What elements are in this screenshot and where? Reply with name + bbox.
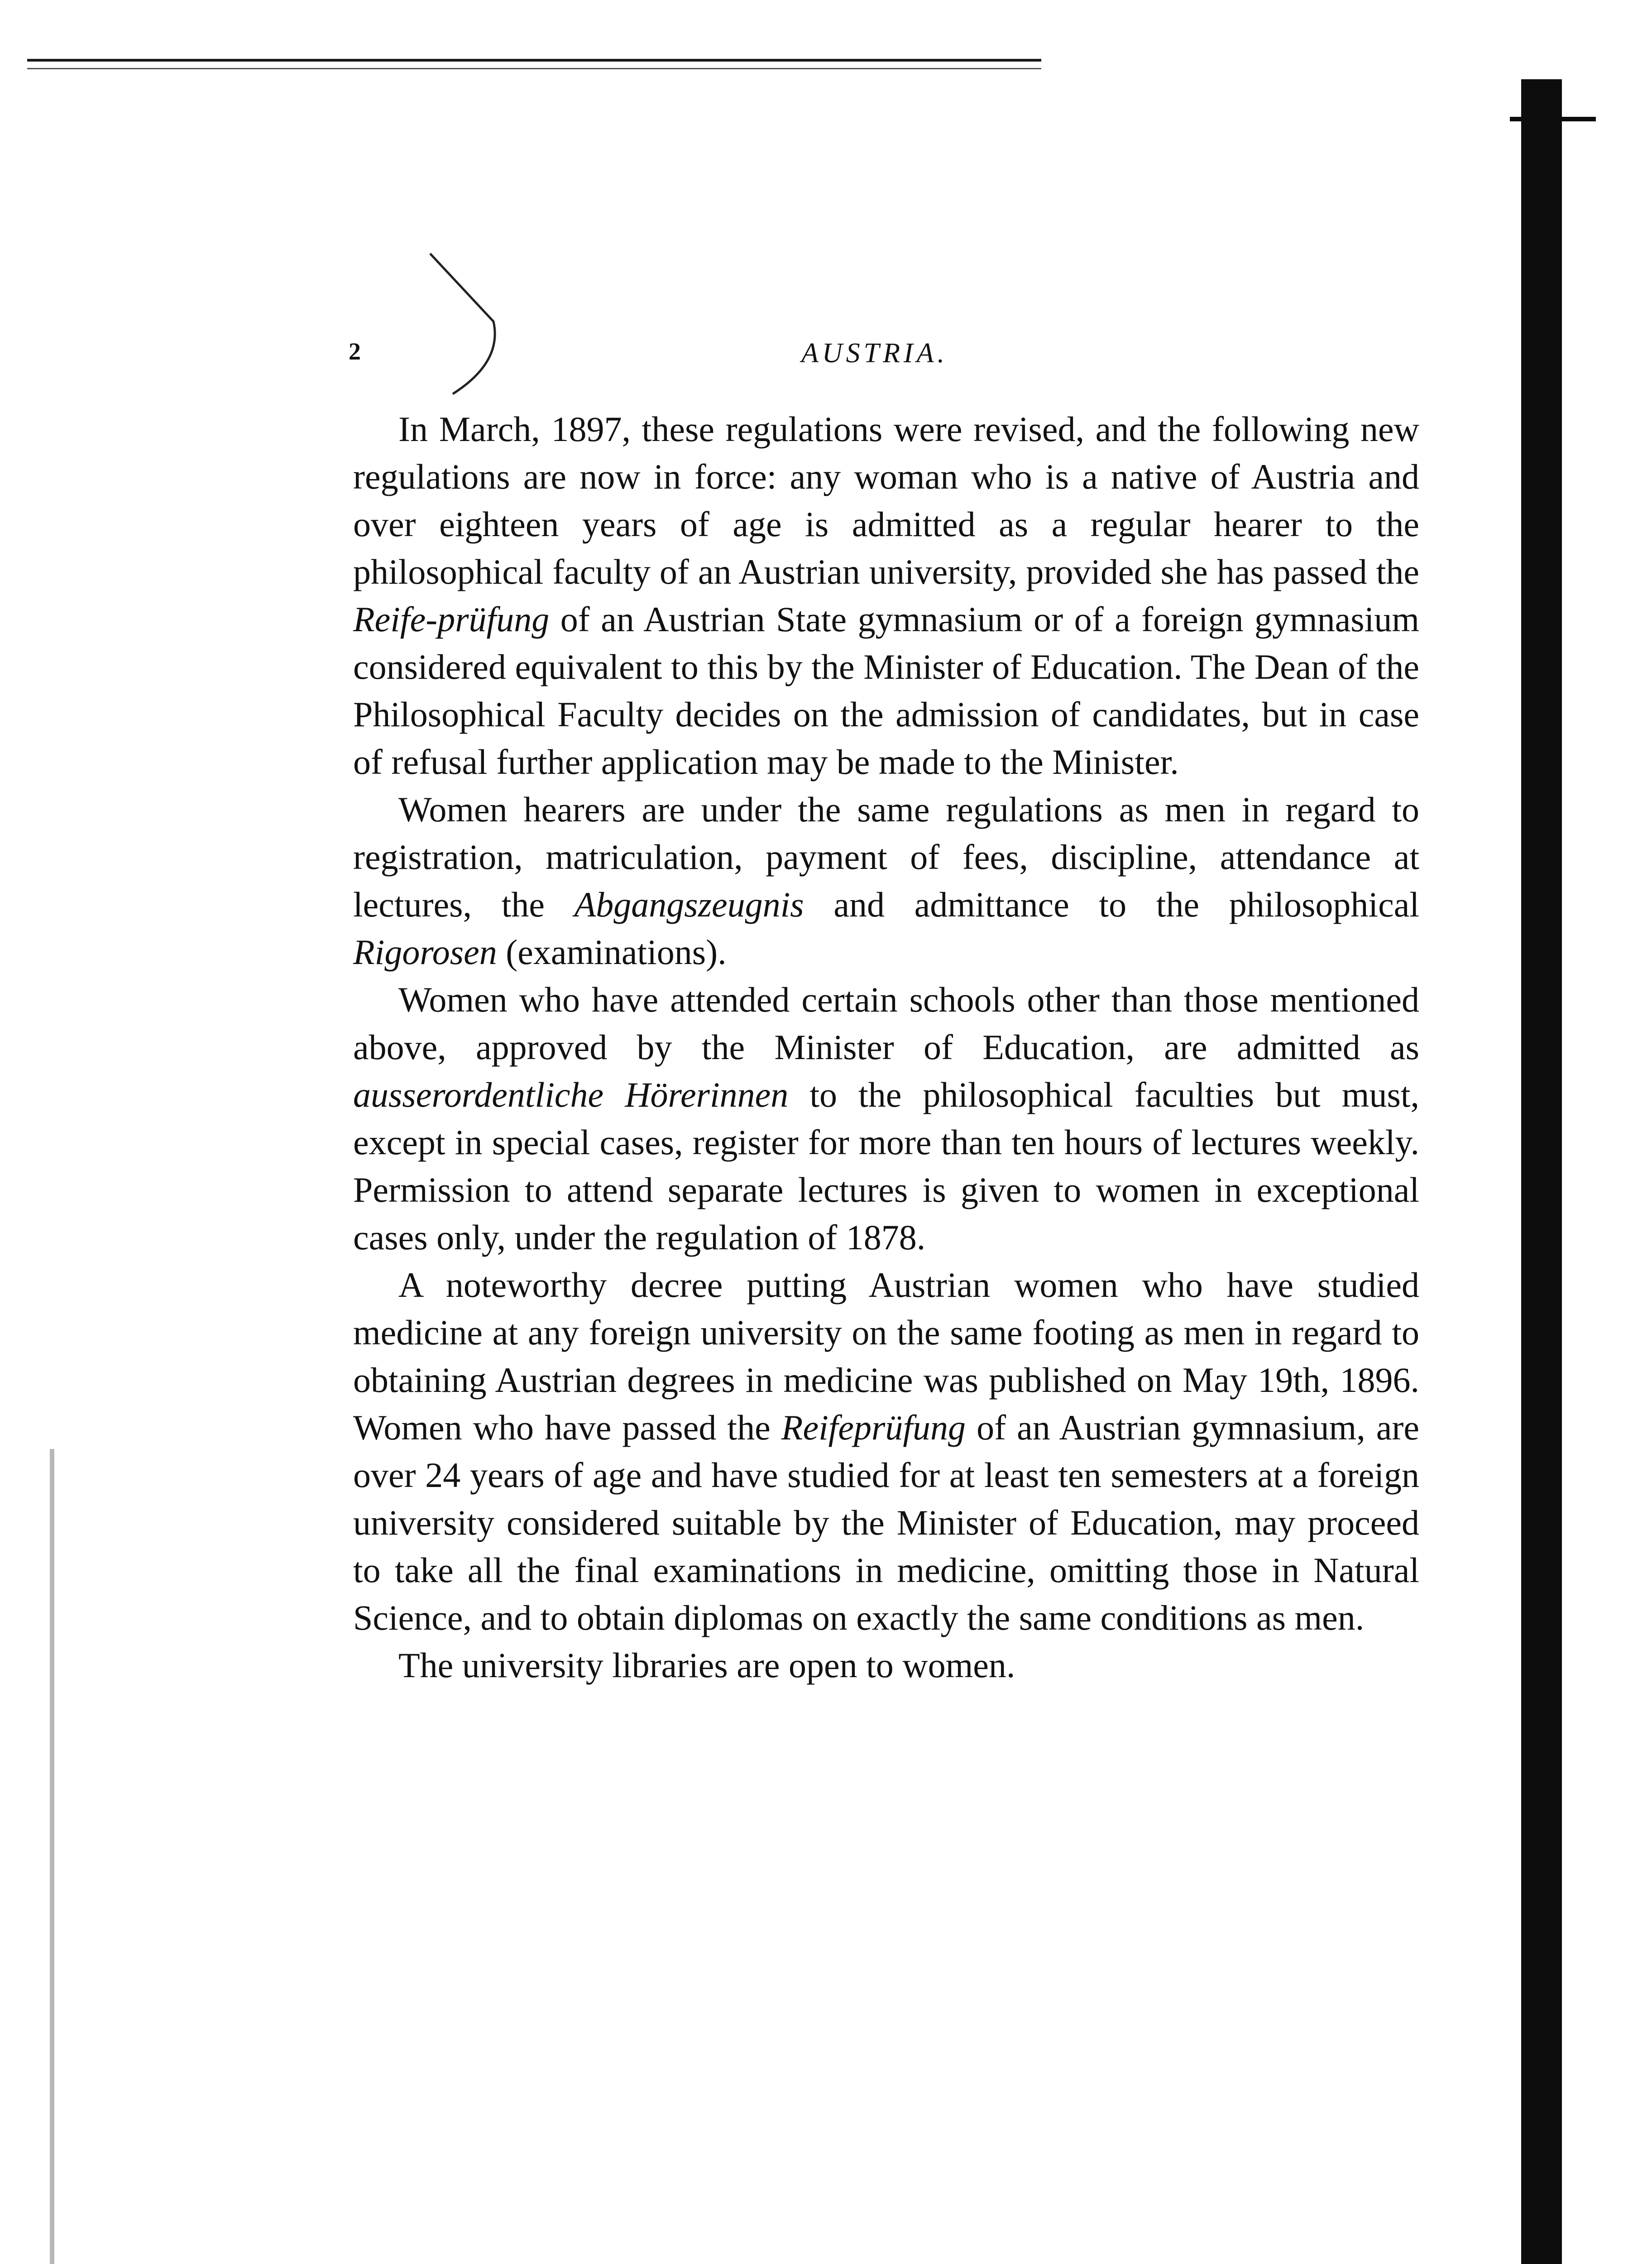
running-head [0, 337, 1652, 378]
scan-top-rule [27, 59, 1041, 69]
paragraph: In March, 1897, these regulations were revised, and the following new regulations are now in force: any woman who is a native of Austria and over eighteen years of age is admitted as a regular hearer to the philosophical faculty of an Austrian university, provided she has passed the Reife-prüfung of an Austrian State gymnasium or of a foreign gymnasium considered equivalent to this by the Minister of Education. The Dean of the Philosophical Faculty decides on the admission of candidates, but in case of refusal further application may be made to the Minister. [353, 409, 1419, 782]
running-title: AUSTRIA. [801, 338, 948, 369]
scan-left-edge [50, 1449, 54, 2264]
paragraph: Women hearers are under the same regulations as men in regard to registration, matriculation, payment of fees, discipline, attendance at lectures, the Abgangszeugnis and admittance to the philosophical Rigorosen (examinations). [353, 790, 1419, 972]
body-text [353, 405, 1419, 1689]
paragraph: A noteworthy decree putting Austrian women who have studied medicine at any foreign university on the same footing as men in regard to obtaining Austrian degrees in medicine was published on May 19th, 1896. Women who have passed the Reifeprüfung of an Austrian gymnasium, are over 24 years of age and have studied for at least ten semesters at a foreign university considered suitable by the Minister of Education, may proceed to take all the final examinations in medicine, omitting those in Natural Science, and to obtain diplomas on exactly the same conditions as men. [353, 1265, 1419, 1637]
scan-binding-cap [1510, 117, 1596, 121]
scan-binding-shadow [1521, 79, 1562, 2264]
paragraph: Women who have attended certain schools other than those mentioned above, approved by the Minister of Education, are admitted as ausserordentliche Hörerinnen to the philosophical faculties but must, except in special cases, register for more than ten hours of lectures weekly. Permission to attend separate lectures is given to women in exceptional cases only, under the regulation of 1878. [353, 980, 1419, 1257]
paragraph: The university libraries are open to women. [398, 1645, 1015, 1685]
page-number: 2 [349, 338, 361, 365]
